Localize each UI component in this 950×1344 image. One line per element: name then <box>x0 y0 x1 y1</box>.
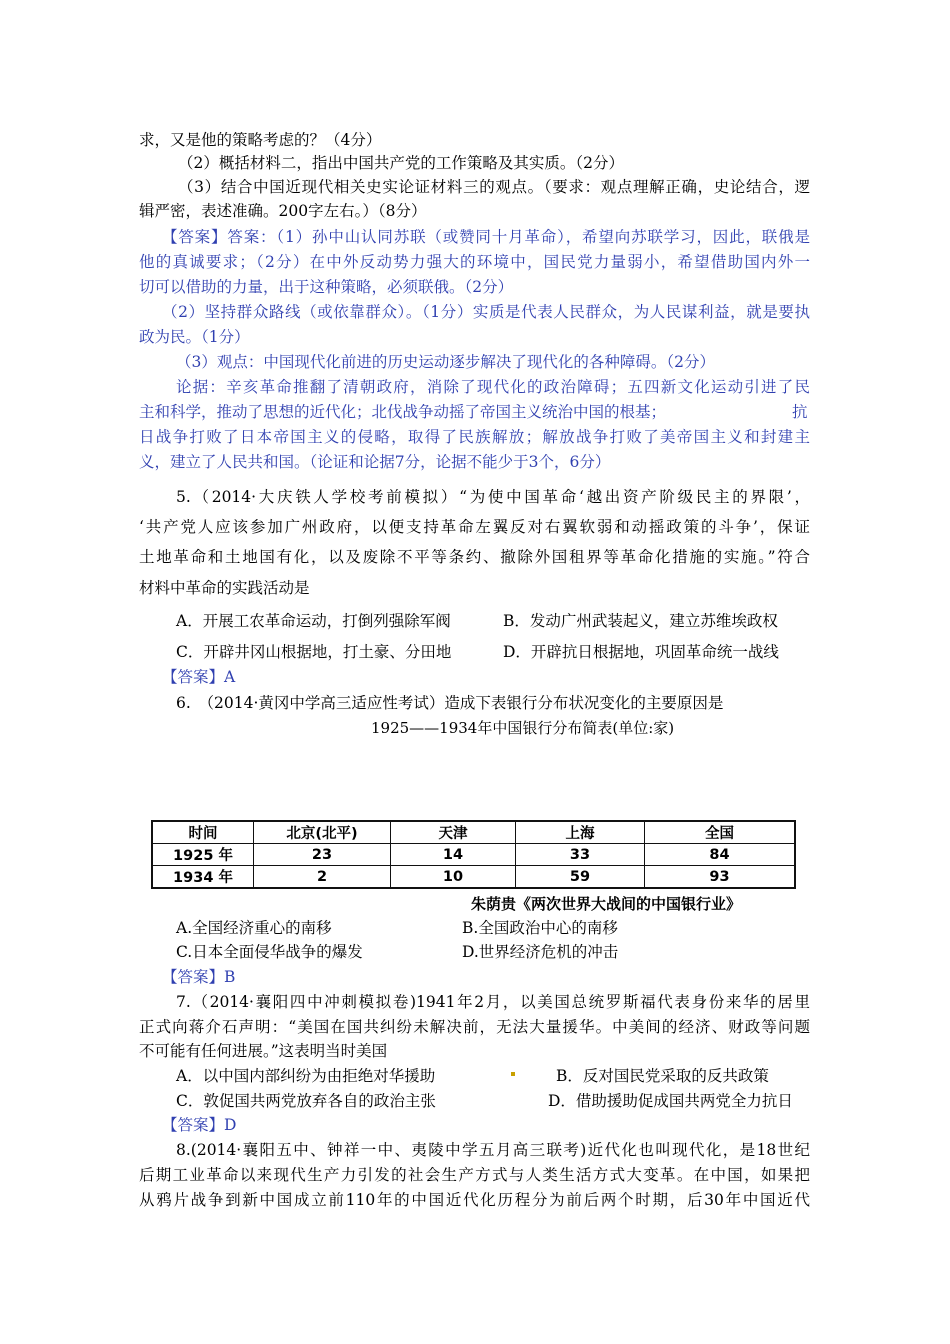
table-header-cell: 北京(北平) <box>254 821 391 844</box>
q5-stem: ‘共产党人应该参加广州政府，以便支持革命左翼反对右翼软弱和动摇政策的斗争’，保证 <box>139 518 810 536</box>
text-line: 辑严密，表述准确。200字左右。）（8分） <box>139 202 427 220</box>
table-cell: 93 <box>645 866 796 889</box>
table-header-cell: 时间 <box>152 821 254 844</box>
table-header-cell: 天津 <box>391 821 516 844</box>
table-cell: 59 <box>516 866 645 889</box>
q7-stem: 不可能有任何进展。”这表明当时美国 <box>139 1042 388 1060</box>
table-title: 1925——1934年中国银行分布简表(单位:家) <box>371 719 675 737</box>
q5-stem: 材料中革命的实践活动是 <box>139 579 310 597</box>
answer-line: 日战争打败了日本帝国主义的侵略，取得了民族解放；解放战争打败了美帝国主义和封建主 <box>139 428 810 446</box>
text-line: 求，又是他的策略考虑的？（4分） <box>139 131 382 149</box>
table-cell: 14 <box>391 844 516 866</box>
q7-option-d[interactable]: D．借助援助促成国共两党全力抗日 <box>548 1092 793 1110</box>
table-cell: 10 <box>391 866 516 889</box>
table-row <box>152 844 795 866</box>
q5-option-d[interactable]: D．开辟抗日根据地，巩固革命统一战线 <box>503 643 779 661</box>
table-cell: 33 <box>516 844 645 866</box>
q7-option-a[interactable]: A．以中国内部纠纷为由拒绝对华援助 <box>176 1067 436 1085</box>
q7-answer: 【答案】D <box>162 1116 237 1134</box>
q5-option-c[interactable]: C．开辟井冈山根据地，打土豪、分田地 <box>176 643 452 661</box>
q5-answer: 【答案】A <box>162 668 236 686</box>
answer-line: 抗 <box>792 403 808 421</box>
q6-option-a[interactable]: A.全国经济重心的南移 <box>176 919 332 937</box>
answer-line: 义，建立了人民共和国。（论证和论据7分，论据不能少于3个，6分） <box>139 453 611 471</box>
answer-line: 【答案】答案：（1）孙中山认同苏联（或赞同十月革命），希望向苏联学习，因此，联俄是 <box>162 228 810 246</box>
q5-option-b[interactable]: B．发动广州武装起义，建立苏维埃政权 <box>503 612 778 630</box>
bank-distribution-table <box>151 820 796 889</box>
q5-stem: 5.（2014·大庆铁人学校考前模拟）“为使中国革命‘越出资产阶级民主的界限’， <box>176 488 810 506</box>
q6-answer: 【答案】B <box>162 968 236 986</box>
q7-option-b[interactable]: B．反对国民党采取的反共政策 <box>556 1067 769 1085</box>
answer-line: （2）坚持群众路线（或依靠群众）。（1分）实质是代表人民群众，为人民谋利益，就是要执 <box>162 303 810 321</box>
table-cell: 84 <box>645 844 796 866</box>
table-header-cell: 全国 <box>645 821 796 844</box>
q7-option-c[interactable]: C．敦促国共两党放弃各自的政治主张 <box>176 1092 436 1110</box>
text-line: （3）结合中国近现代相关史实论证材料三的观点。（要求：观点理解正确，史论结合，逻 <box>178 178 810 196</box>
text-line: （2）概括材料二，指出中国共产党的工作策略及其实质。（2分） <box>178 154 624 172</box>
answer-line: 他的真诚要求；（2分）在中外反动势力强大的环境中，国民党力量弱小，希望借助国内外一 <box>139 253 810 271</box>
q5-stem: 土地革命和土地国有化，以及废除不平等条约、撤除外国租界等革命化措施的实施。”符合 <box>139 548 810 566</box>
table-cell: 1934 年 <box>152 866 254 889</box>
table-cell: 23 <box>254 844 391 866</box>
answer-line: 论据：辛亥革命推翻了清朝政府，消除了现代化的政治障碍；五四新文化运动引进了民 <box>176 378 810 396</box>
table-source: 朱荫贵《两次世界大战间的中国银行业》 <box>471 895 742 913</box>
answer-line: 政为民。（1分） <box>139 328 250 346</box>
q8-stem: 从鸦片战争到新中国成立前110年的中国近代化历程分为前后两个时期，后30年中国近代 <box>139 1191 810 1209</box>
answer-line: 主和科学，推动了思想的近代化；北伐战争动摇了帝国主义统治中国的根基； <box>139 403 667 421</box>
table-row <box>152 866 795 889</box>
stray-mark <box>511 1072 515 1076</box>
q6-option-d[interactable]: D.世界经济危机的冲击 <box>462 943 619 961</box>
table-header-cell: 上海 <box>516 821 645 844</box>
q8-stem: 8.(2014·襄阳五中、钟祥一中、夷陵中学五月高三联考)近代化也叫现代化，是18世纪 <box>176 1141 810 1159</box>
q7-stem: 7.（2014·襄阳四中冲刺模拟卷)1941年2月，以美国总统罗斯福代表身份来华的居里 <box>176 993 810 1011</box>
table-cell: 2 <box>254 866 391 889</box>
table-header-row <box>152 821 795 844</box>
q6-option-b[interactable]: B.全国政治中心的南移 <box>462 919 618 937</box>
table-cell: 1925 年 <box>152 844 254 866</box>
q8-stem: 后期工业革命以来现代生产力引发的社会生产方式与人类生活方式大变革。在中国，如果把 <box>139 1166 810 1184</box>
q5-option-a[interactable]: A．开展工农革命运动，打倒列强除军阀 <box>176 612 451 630</box>
q6-stem: 6. （2014·黄冈中学高三适应性考试）造成下表银行分布状况变化的主要原因是 <box>176 694 724 712</box>
answer-line: （3）观点：中国现代化前进的历史运动逐步解决了现代化的各种障碍。（2分） <box>176 353 715 371</box>
q6-option-c[interactable]: C.日本全面侵华战争的爆发 <box>176 943 363 961</box>
q7-stem: 正式向蒋介石声明：“美国在国共纠纷未解决前，无法大量援华。中美间的经济、财政等问题 <box>139 1018 810 1036</box>
answer-line: 切可以借助的力量，出于这种策略，必须联俄。（2分） <box>139 278 514 296</box>
